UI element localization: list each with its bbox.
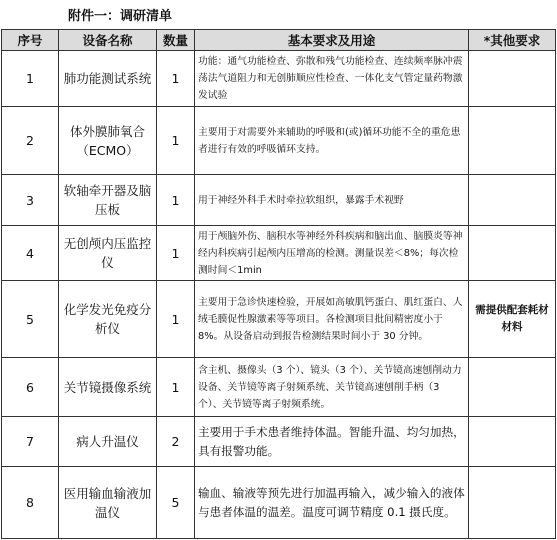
row-requirements: 输血、输液等预先进行加温再输入，减少输入的液体与患者体温的温差。温度可调节精度 0.1 摄氏度。 [195,467,469,539]
row-device-name: 关节镜摄像系统 [59,358,157,417]
header-quantity: 数量 [157,30,195,51]
row-index: 2 [2,107,59,175]
row-index: 6 [2,358,59,417]
row-device-name: 肺功能测试系统 [59,51,157,107]
row-device-name: 化学发光免疫分析仪 [59,281,157,358]
row-device-name: 无创颅内压监控仪 [59,226,157,281]
table-row [2,107,556,175]
row-quantity: 1 [157,175,195,226]
row-quantity: 1 [157,107,195,175]
row-other [469,417,556,467]
survey-table [1,29,556,539]
row-quantity: 1 [157,226,195,281]
row-requirements: 用于颅脑外伤、脑积水等神经外科疾病和脑出血、脑膜炎等神经内科疾病引起颅内压增高的检测。测量误差＜8%；每次检测时间＜1min [195,226,469,281]
header-device-name: 设备名称 [59,30,157,51]
table-row [2,358,556,417]
row-index: 3 [2,175,59,226]
row-quantity: 1 [157,51,195,107]
row-other: 需提供配套耗材材料 [469,281,556,358]
table-row [2,51,556,107]
row-index: 5 [2,281,59,358]
row-index: 8 [2,467,59,539]
table-header-row [2,30,556,51]
row-requirements: 功能：通气功能检查、弥散和残气功能检查、连续频率脉冲震荡法气道阻力和无创肺顺应性检查、一体化支气管定量药物激发试验 [195,51,469,107]
row-quantity: 1 [157,281,195,358]
table-row [2,226,556,281]
row-device-name: 软轴牵开器及脑压板 [59,175,157,226]
row-other [469,107,556,175]
row-quantity: 5 [157,467,195,539]
row-index: 7 [2,417,59,467]
header-requirements: 基本要求及用途 [195,30,469,51]
row-other [469,175,556,226]
row-requirements: 主要用于对需要外来辅助的呼吸和(或)循环功能不全的重危患者进行有效的呼吸循环支持。 [195,107,469,175]
row-requirements: 主要用于急诊快速检验，开展如高敏肌钙蛋白、肌红蛋白、人绒毛膜促性腺激素等等项目。各检测项目批间精密度小于 8%。从设备启动到报告检测结果时间小于 30 分钟。 [195,281,469,358]
row-other [469,358,556,417]
row-device-name: 体外膜肺氧合（ECMO） [59,107,157,175]
row-requirements: 用于神经外科手术时牵拉软组织，暴露手术视野 [195,175,469,226]
page-title: 附件一：调研清单 [68,9,173,24]
row-device-name: 医用输血输液加温仪 [59,467,157,539]
row-other [469,51,556,107]
row-index: 1 [2,51,59,107]
table-row [2,175,556,226]
header-index: 序号 [2,30,59,51]
row-other [469,226,556,281]
row-other [469,467,556,539]
row-requirements: 含主机、摄像头（3 个）、镜头（3 个）、关节镜高速刨削动力设备、关节镜等离子射频系统、关节镜高速刨削手柄（3 个）、关节镜等离子射频系统。 [195,358,469,417]
table-row [2,281,556,358]
table-row [2,417,556,467]
row-quantity: 2 [157,417,195,467]
row-requirements: 主要用于手术患者维持体温。智能升温、均匀加热，具有报警功能。 [195,417,469,467]
header-other: *其他要求 [469,30,556,51]
row-device-name: 病人升温仪 [59,417,157,467]
row-quantity: 1 [157,358,195,417]
table-row [2,467,556,539]
row-index: 4 [2,226,59,281]
